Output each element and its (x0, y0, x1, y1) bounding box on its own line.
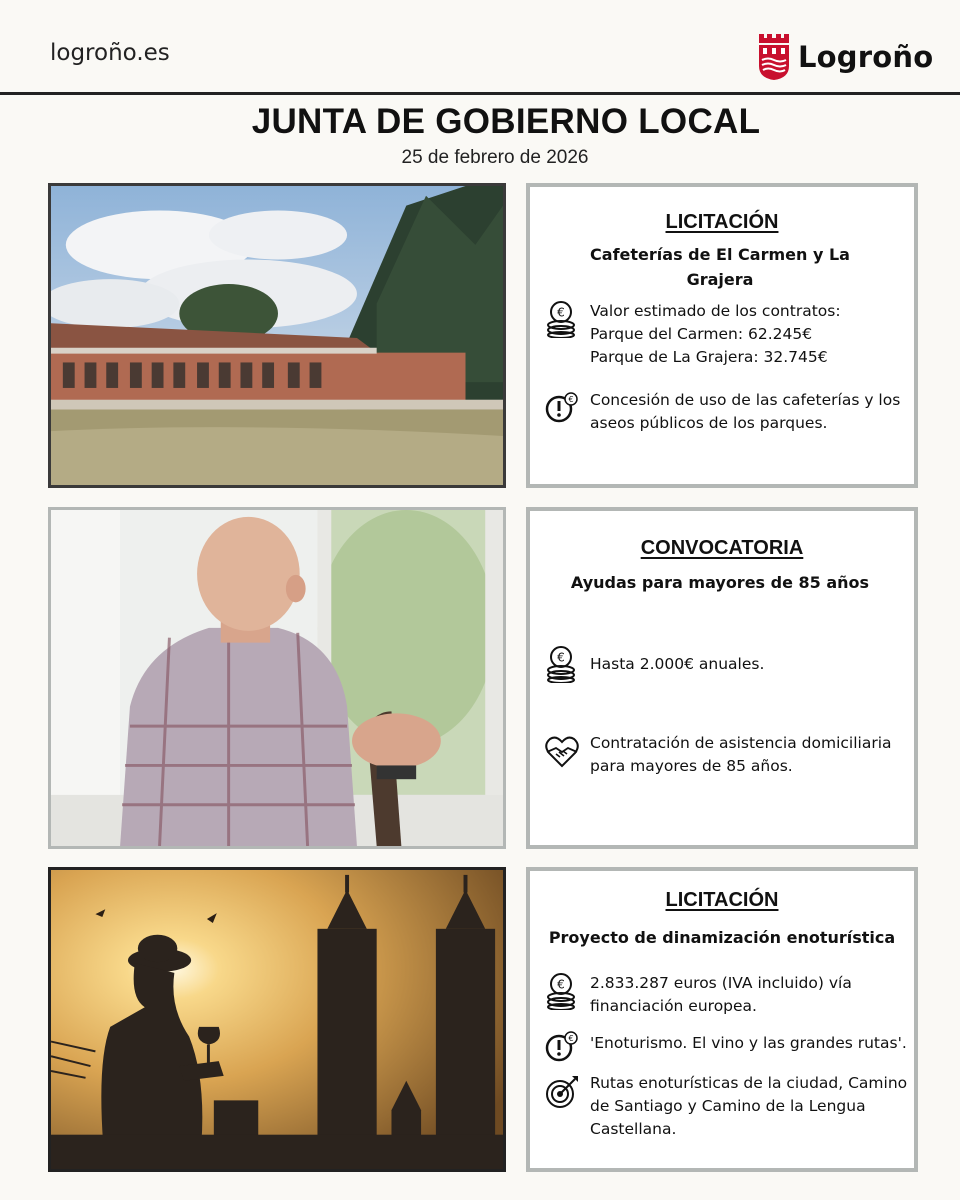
svg-text:€: € (557, 305, 565, 320)
euro-coins-icon (544, 645, 580, 683)
brand-logo[interactable] (758, 34, 933, 80)
page-title: JUNTA DE GOBIERNO LOCAL (251, 102, 761, 141)
card-ayudas-mayores (526, 507, 918, 849)
heart-handshake-icon (544, 732, 580, 770)
header-divider (0, 92, 960, 95)
card-subtitle: Ayudas para mayores de 85 años (570, 573, 870, 592)
target-arrow-icon (544, 1072, 580, 1110)
logrono-crest-icon (758, 34, 790, 80)
euro-coins-icon (544, 972, 580, 1010)
svg-text:€: € (557, 977, 565, 992)
item-text: Concesión de uso de las cafeterías y los aseos públicos de los parques. (590, 391, 901, 432)
card-subtitle: Cafeterías de El Carmen y La Grajera (590, 245, 850, 289)
wine-tourism-photo (48, 867, 506, 1172)
info-alert-icon (544, 1028, 580, 1066)
svg-text:€: € (568, 395, 574, 404)
card-heading: CONVOCATORIA (640, 537, 804, 559)
card-heading: LICITACIÓN (665, 211, 779, 233)
card-cafeterias (526, 183, 918, 488)
item-text: 'Enoturismo. El vino y las grandes rutas'. (590, 1034, 907, 1052)
svg-text:€: € (557, 650, 565, 665)
brand-name: Logroño (798, 40, 934, 74)
park-cafeteria-photo (48, 183, 506, 488)
item-text: Hasta 2.000€ anuales. (590, 655, 765, 673)
elderly-man-photo (48, 507, 506, 849)
card-heading: LICITACIÓN (665, 889, 779, 911)
card-subtitle: Proyecto de dinamización enoturística (548, 928, 896, 947)
svg-text:€: € (568, 1034, 574, 1043)
euro-coins-icon (544, 300, 580, 338)
item-text: Valor estimado de los contratos: Parque del Carmen: 62.245€ Parque de La Grajera: 32.745€ (590, 302, 841, 366)
item-text: 2.833.287 euros (IVA incluido) vía financiación europea. (590, 974, 852, 1015)
page-date: 25 de febrero de 2026 (401, 147, 589, 168)
item-text: Contratación de asistencia domiciliaria para mayores de 85 años. (590, 734, 892, 775)
card-enoturismo (526, 867, 918, 1172)
site-url[interactable]: logroño.es (50, 40, 170, 66)
info-alert-icon (544, 389, 580, 427)
page-header (0, 0, 960, 92)
item-text: Rutas enoturísticas de la ciudad, Camino de Santiago y Camino de la Lengua Castellana. (590, 1074, 908, 1138)
